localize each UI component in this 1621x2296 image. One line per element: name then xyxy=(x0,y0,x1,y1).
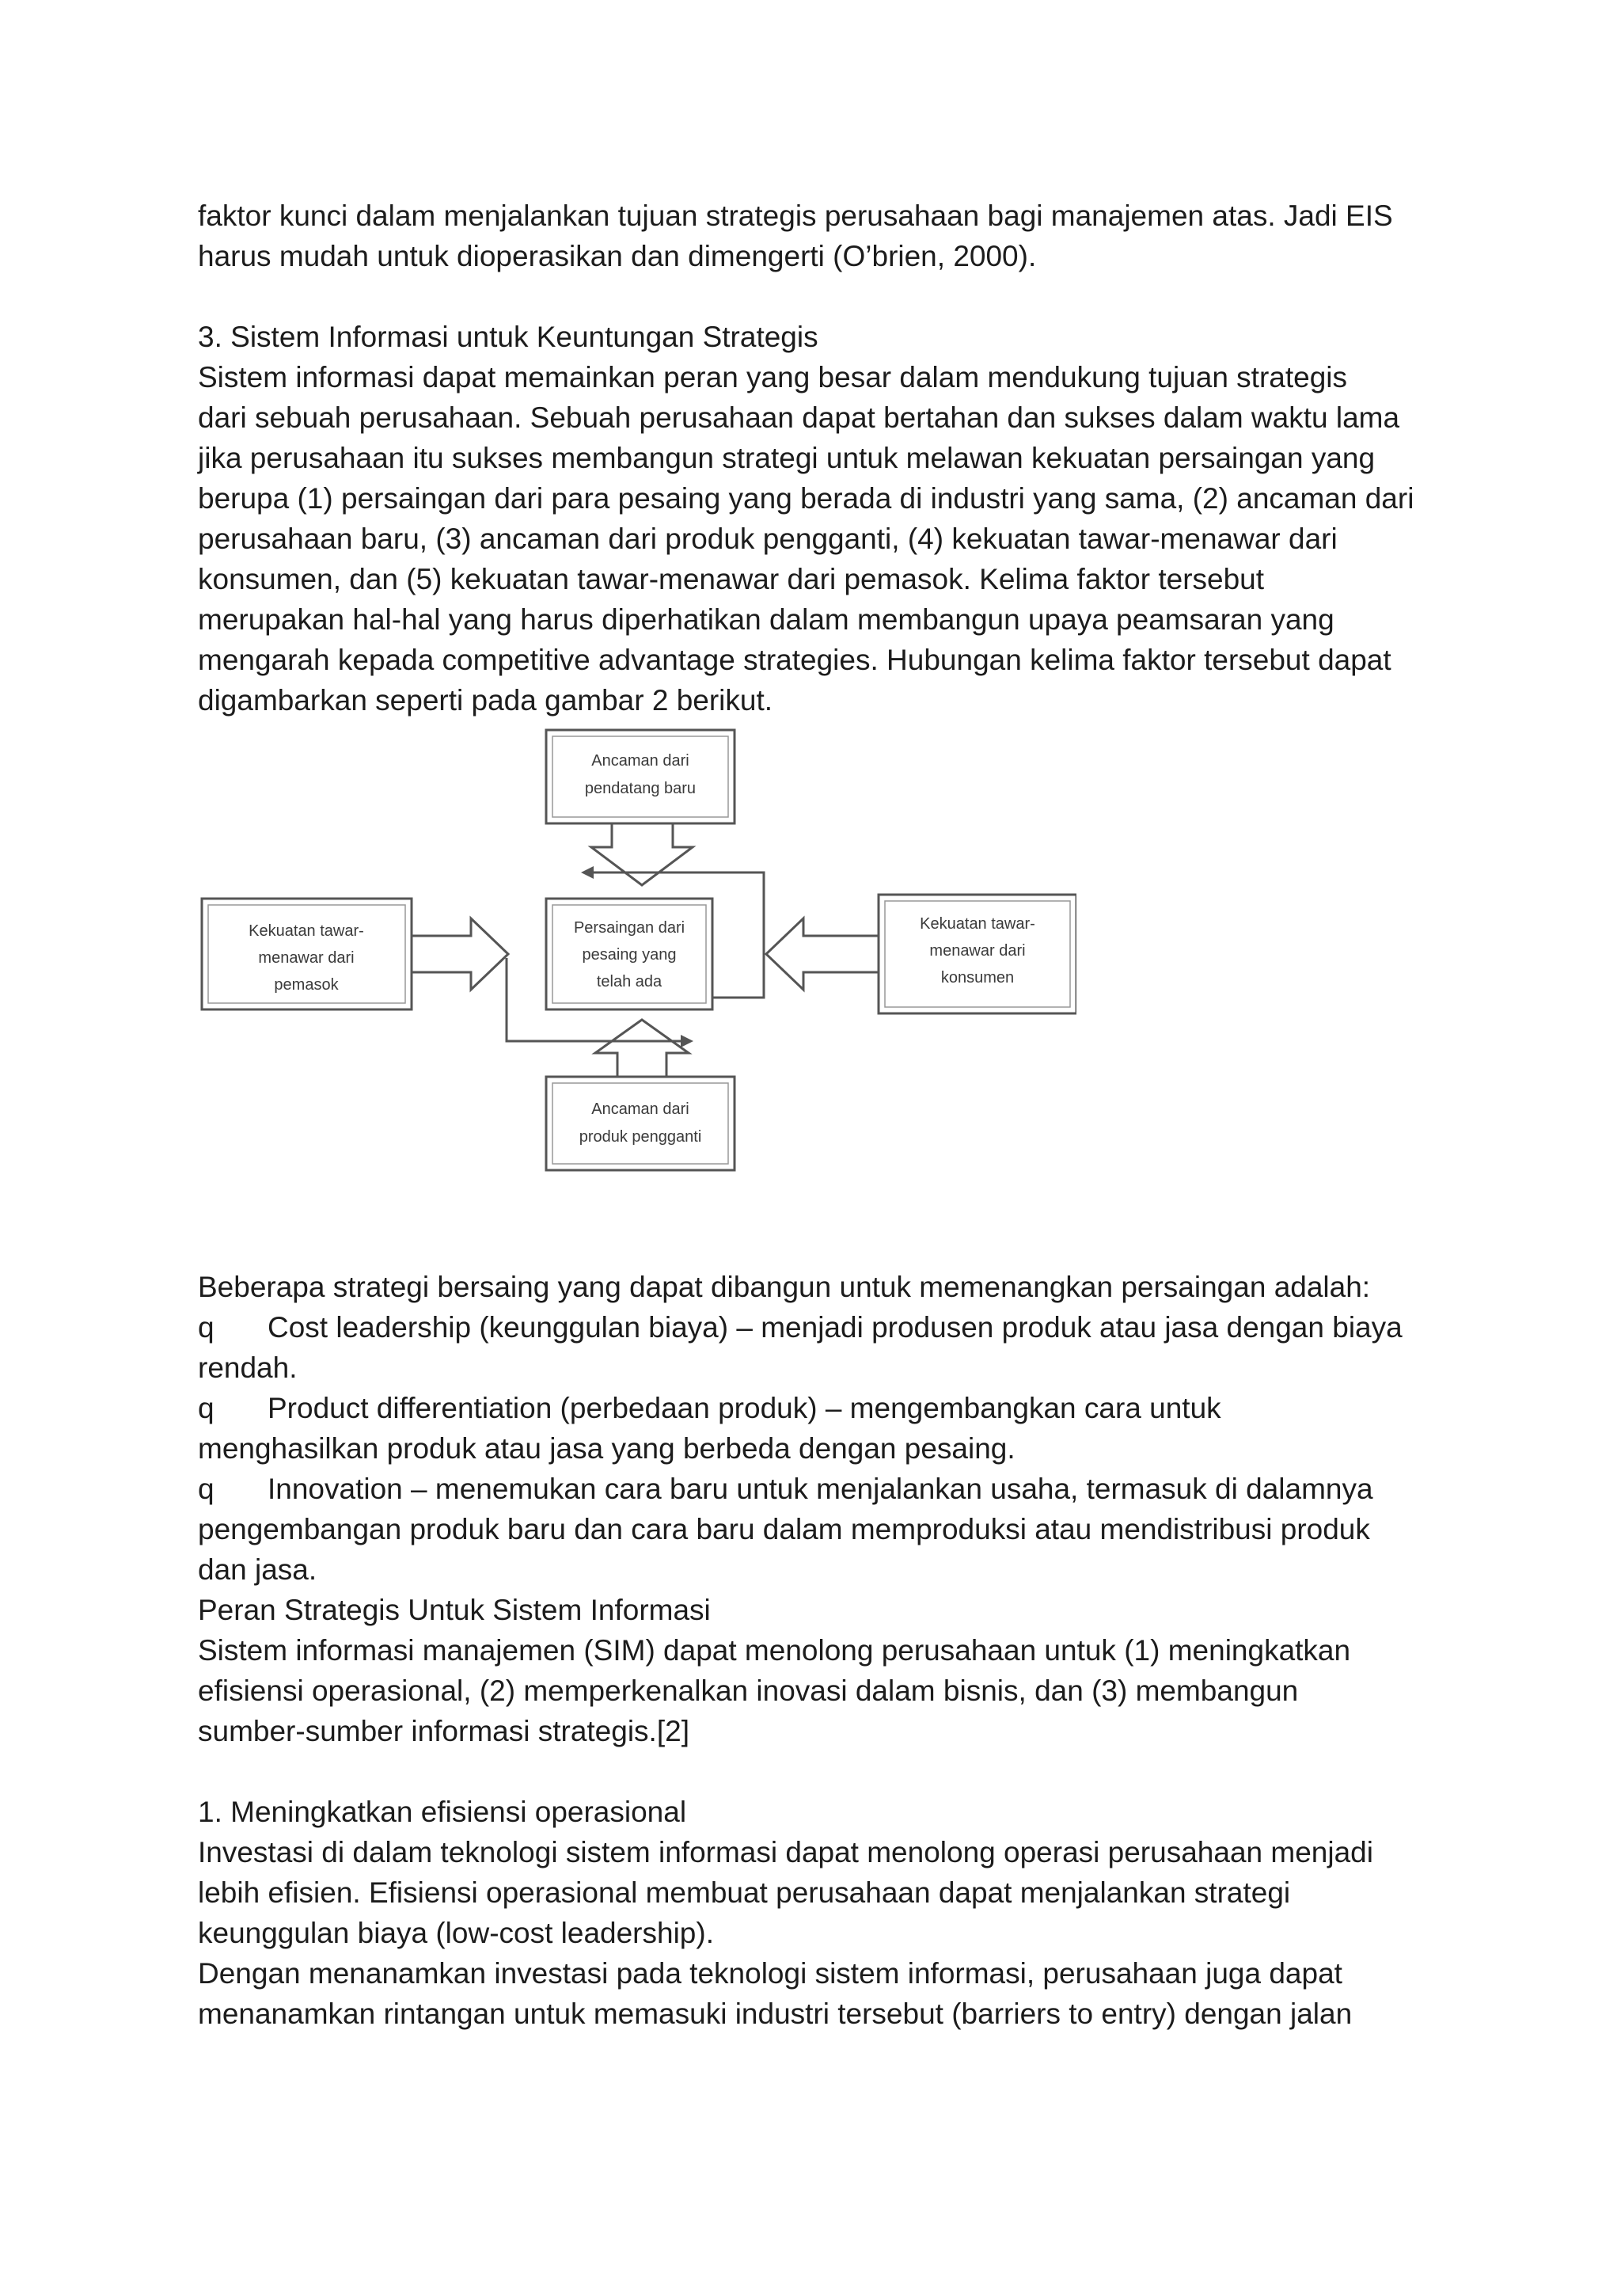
top-box-label: Ancaman dari xyxy=(591,752,689,770)
paragraph-line: berupa (1) persaingan dari para pesaing yang berada di industri yang sama, (2) ancaman dari xyxy=(198,482,1414,515)
subsection-heading: 1. Meningkatkan efisiensi operasional xyxy=(198,1796,687,1828)
center-box-label: Persaingan dari xyxy=(573,919,685,937)
bottom-box-label: Ancaman dari xyxy=(591,1100,689,1118)
paragraph-line: Beberapa strategi bersaing yang dapat dibangun untuk memenangkan persaingan adalah: xyxy=(198,1271,1371,1303)
bottom-box-label: produk pengganti xyxy=(579,1128,702,1146)
right-box-label: Kekuatan tawar- xyxy=(920,915,1035,933)
arrow-up-icon xyxy=(595,1020,689,1077)
paragraph-line: harus mudah untuk dioperasikan dan dimengerti (O’brien, 2000). xyxy=(198,240,1037,272)
section-heading: Peran Strategis Untuk Sistem Informasi xyxy=(198,1594,711,1626)
paragraph-line: menghasilkan produk atau jasa yang berbeda dengan pesaing. xyxy=(198,1432,1015,1465)
paragraph-line: perusahaan baru, (3) ancaman dari produk pengganti, (4) kekuatan tawar-menawar dari xyxy=(198,523,1338,555)
left-box-label: Kekuatan tawar- xyxy=(249,922,364,940)
bullet-mark: q xyxy=(198,1311,214,1344)
paragraph-line: jika perusahaan itu sukses membangun strategi untuk melawan kekuatan persaingan yang xyxy=(198,442,1376,474)
center-box-label: pesaing yang xyxy=(582,946,677,964)
arrow-down-icon xyxy=(591,823,693,885)
bullet-mark: q xyxy=(198,1392,214,1424)
top-box-label: pendatang baru xyxy=(584,780,697,797)
paragraph-line: konsumen, dan (5) kekuatan tawar-menawar dari pemasok. Kelima faktor tersebut xyxy=(198,563,1265,595)
paragraph-line: rendah. xyxy=(198,1351,298,1384)
paragraph-line: mengarah kepada competitive advantage strategies. Hubungan kelima faktor tersebut dapat xyxy=(198,644,1391,676)
bullet-text: Innovation – menemukan cara baru untuk menjalankan usaha, termasuk di dalamnya xyxy=(268,1473,1373,1505)
top-box xyxy=(546,730,735,823)
paragraph-line: Investasi di dalam teknologi sistem informasi dapat menolong operasi perusahaan menjadi xyxy=(198,1836,1373,1868)
paragraph-line: Dengan menanamkan investasi pada teknologi sistem informasi, perusahaan juga dapat xyxy=(198,1957,1342,1990)
paragraph-line: efisiensi operasional, (2) memperkenalkan inovasi dalam bisnis, dan (3) membangun xyxy=(198,1674,1299,1707)
paragraph-line: Sistem informasi manajemen (SIM) dapat menolong perusahaan untuk (1) meningkatkan xyxy=(198,1634,1351,1667)
bottom-box xyxy=(546,1077,735,1170)
arrow-right-icon xyxy=(412,918,508,990)
bullet-item xyxy=(198,1307,1448,1348)
section-heading: 3. Sistem Informasi untuk Keuntungan Strategis xyxy=(198,321,818,353)
center-box-label: telah ada xyxy=(596,973,662,990)
right-box-label: menawar dari xyxy=(929,942,1026,960)
bottom-text-block xyxy=(198,1267,1448,2034)
bullet-item xyxy=(198,1469,1448,1509)
paragraph-line: lebih efisien. Efisiensi operasional membuat perusahaan dapat menjalankan strategi xyxy=(198,1876,1291,1909)
paragraph-line: pengembangan produk baru dan cara baru dalam memproduksi atau mendistribusi produk xyxy=(198,1513,1370,1545)
top-text-block xyxy=(198,196,1448,720)
paragraph-line: sumber-sumber informasi strategis.[2] xyxy=(198,1715,689,1747)
paragraph-line: menanamkan rintangan untuk memasuki industri tersebut (barriers to entry) dengan jalan xyxy=(198,1998,1353,2030)
bullet-text: Product differentiation (perbedaan produk) – mengembangkan cara untuk xyxy=(268,1392,1221,1424)
paragraph-line: Sistem informasi dapat memainkan peran yang besar dalam mendukung tujuan strategis xyxy=(198,361,1348,393)
left-box-label: menawar dari xyxy=(258,949,355,967)
right-box-label: konsumen xyxy=(940,969,1015,986)
paragraph-line: dari sebuah perusahaan. Sebuah perusahaan dapat bertahan dan sukses dalam waktu lama xyxy=(198,401,1400,434)
arrow-left-icon xyxy=(766,918,879,990)
paragraph-line: keunggulan biaya (low-cost leadership). xyxy=(198,1917,714,1949)
bullet-mark: q xyxy=(198,1473,214,1505)
bullet-item xyxy=(198,1388,1448,1428)
paragraph-line: merupakan hal-hal yang harus diperhatikan dalam membangun upaya peamsaran yang xyxy=(198,603,1334,636)
paragraph-line: faktor kunci dalam menjalankan tujuan strategis perusahaan bagi manajemen atas. Jadi EIS xyxy=(198,200,1393,232)
five-forces-diagram xyxy=(198,728,1076,1180)
paragraph-line: dan jasa. xyxy=(198,1553,317,1586)
left-box-label: pemasok xyxy=(274,976,339,994)
paragraph-line: digambarkan seperti pada gambar 2 berikut. xyxy=(198,684,773,717)
bullet-text: Cost leadership (keunggulan biaya) – menjadi produsen produk atau jasa dengan biaya xyxy=(268,1311,1403,1344)
